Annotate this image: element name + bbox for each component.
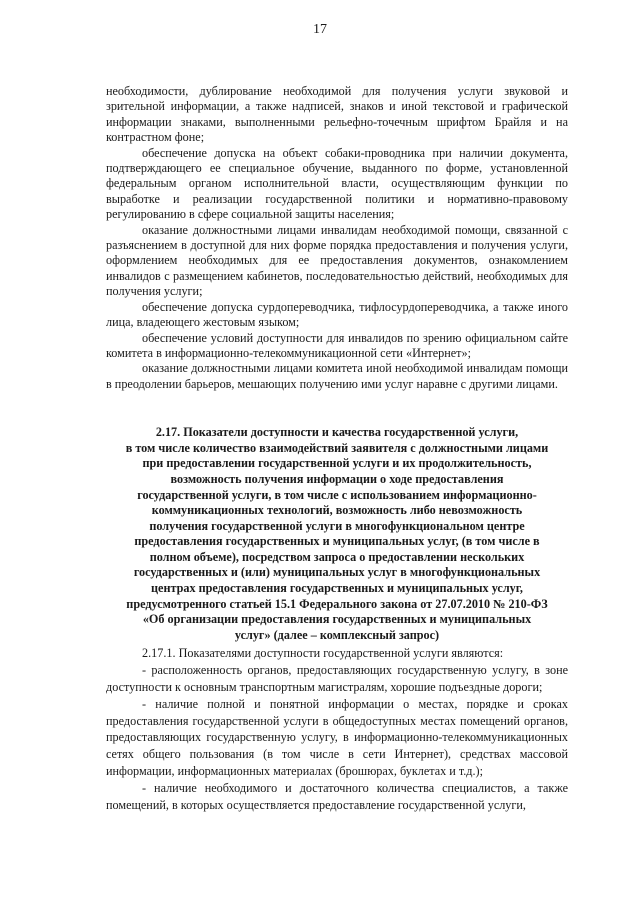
heading-line: центрах предоставления государственных и муниципальных услуг, [151, 581, 523, 596]
paragraph-indicators-intro: 2.17.1. Показателями доступности государственной услуги являются: [142, 646, 504, 661]
heading-line: полном объеме), посредством запроса о предоставлении нескольких [149, 549, 525, 564]
heading-line: государственной услуги, в том числе с использованием информационно- [137, 487, 537, 502]
paragraph-assistance: оказание должностными лицами инвалидам необходимой помощи, связанной с разъяснением в доступной для них форме порядка предоставления и получения услуги, оформлением необходимых для ее предоставления документов, ознакомлением инвалидов с размещением кабинетов, последовательностью действий, необходимых для получения услуги; [106, 222, 568, 299]
heading-line: «Об организации предоставления государственных и муниципальных [142, 612, 532, 627]
heading-line: предоставления государственных и муниципальных услуг, (в том числе в [134, 534, 540, 549]
heading-line: 2.17. Показатели доступности и качества государственной услуги, [155, 425, 519, 440]
section-body [106, 645, 568, 813]
list-item-information: - наличие полной и понятной информации о местах, порядке и сроках предоставления государственной услуги в общедоступных местах помещений органов, предоставляющих государственную услугу, в информационно-телекоммуникационных сетях общего пользования (в том числе в сети Интернет), средствах массовой информации, информационных материалах (брошюрах, буклетах и т.д.); [106, 696, 568, 779]
paragraph-continuation: необходимости, дублирование необходимой для получения услуги звуковой и зрительной информации, а также надписей, знаков и иной текстовой и графической информации знаками, выполненными рельефно-точечным шрифтом Брайля и на контрастном фоне; [106, 84, 568, 145]
section-heading [106, 425, 568, 643]
heading-line: государственных и (или) муниципальных услуг в многофункциональных [133, 565, 541, 580]
heading-line: коммуникационных технологий, возможность либо невозможность [151, 503, 523, 518]
list-item-specialists: - наличие необходимого и достаточного количества специалистов, а также помещений, в которых осуществляется предоставление государственной услуги, [106, 780, 568, 812]
heading-line: в том числе количество взаимодействий заявителя с должностными лицами [125, 440, 549, 455]
heading-line: возможность получения информации о ходе предоставления [170, 471, 504, 486]
heading-line: услуг» (далее – комплексный запрос) [234, 627, 440, 642]
page-number: 17 [313, 22, 327, 37]
paragraph-barriers: оказание должностными лицами комитета иной необходимой инвалидам помощи в преодолении барьеров, мешающих получению ими услуг наравне с другими лицами. [106, 361, 568, 391]
heading-line: при предоставлении государственной услуги и их продолжительность, [142, 456, 532, 471]
heading-line: получения государственной услуги в многофункциональном центре [149, 518, 525, 533]
paragraph-sign-language: обеспечение допуска сурдопереводчика, тифлосурдопереводчика, а также иного лица, владеющего жестовым языком; [106, 299, 568, 330]
list-item-transport-access: - расположенность органов, предоставляющих государственную услугу, в зоне доступности к основным транспортным магистралям, хорошие подъездные дороги; [106, 663, 568, 695]
heading-line: предусмотренного статьей 15.1 Федерального закона от 27.07.2010 № 210-ФЗ [126, 596, 548, 611]
page-content [106, 84, 568, 813]
paragraph-website-accessibility: обеспечение условий доступности для инвалидов по зрению официальном сайте комитета в информационно-телекоммуникационной сети «Интернет»; [106, 330, 568, 360]
paragraph-guide-dog: обеспечение допуска на объект собаки-проводника при наличии документа, подтверждающего ее специальное обучение, выданного по форме, установленной федеральным органом исполнительной власти, осуществляющим функции по выработке и реализации государственной политики и нормативно-правовому регулированию в сфере социальной защиты населения; [106, 145, 568, 222]
